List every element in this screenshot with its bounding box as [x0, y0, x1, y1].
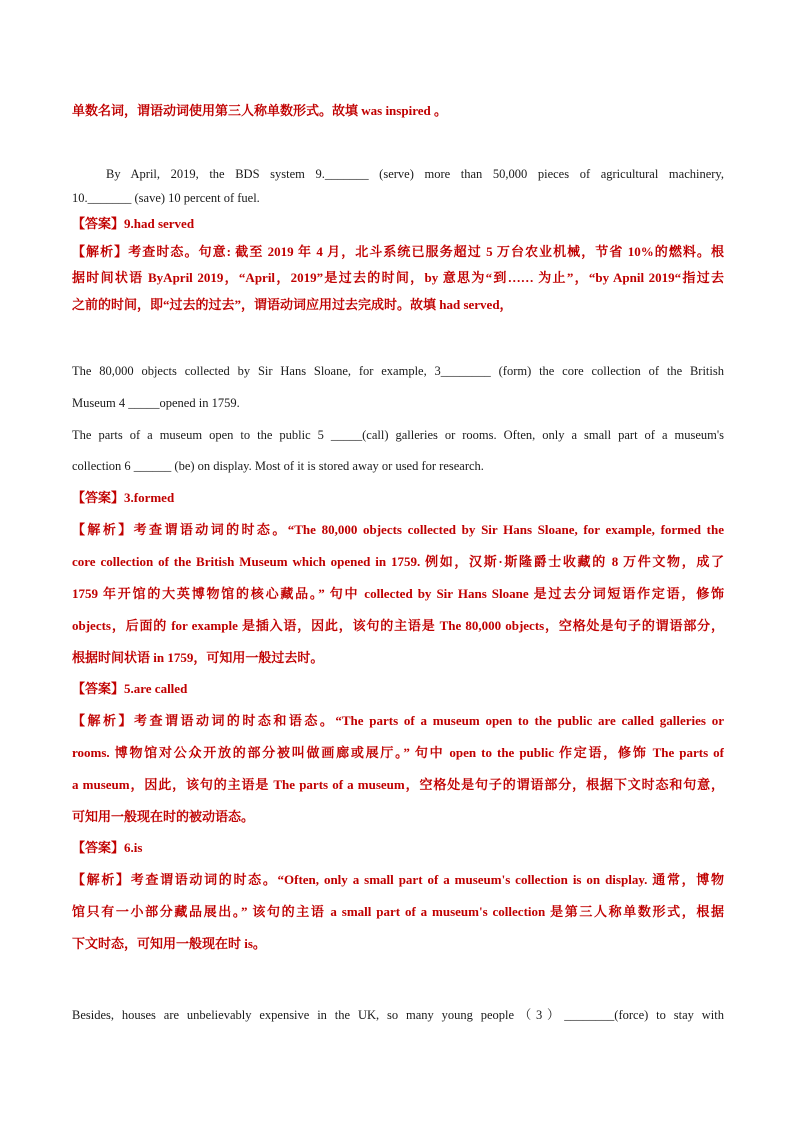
explanation-line: 【解析】考查谓语动词的时态和语态。“The parts of a museum open to the public are called galleries or	[72, 713, 724, 728]
question-line: 10._______ (save) 10 percent of fuel.	[72, 191, 260, 205]
explanation-line: 下文时态，可知用一般现在时 is。	[72, 936, 266, 951]
explanation-line: 单数名词，谓语动词使用第三人称单数形式。故填 was inspired 。	[72, 103, 447, 118]
explanation-line: 馆只有一小部分藏品展出。” 该句的主语 a small part of a museum's collection 是第三人称单数形式，根据	[72, 904, 724, 919]
question-line: The 80,000 objects collected by Sir Hans Sloane, for example, 3________ (form) the core collection of the British	[72, 364, 724, 378]
answer-line: 【答案】5.are called	[72, 681, 188, 696]
question-line: Besides, houses are unbelievably expensive in the UK, so many young people（3）________(force) to stay with	[72, 1008, 724, 1022]
explanation-line: 1759 年开馆的大英博物馆的核心藏品。” 句中 collected by Sir Hans Sloane 是过去分词短语作定语，修饰	[72, 586, 724, 601]
question-line: By April, 2019, the BDS system 9._______ (serve) more than 50,000 pieces of agricultural machinery,	[106, 167, 724, 181]
question-line: Museum 4 _____opened in 1759.	[72, 396, 240, 410]
explanation-line: rooms. 博物馆对公众开放的部分被叫做画廊或展厅。” 句中 open to the public 作定语，修饰 The parts of	[72, 745, 724, 760]
question-line: collection 6 ______ (be) on display. Most of it is stored away or used for research.	[72, 459, 484, 473]
explanation-line: 【解析】考查时态。句意: 截至 2019 年 4 月，北斗系统已服务超过 5 万台农业机械，节省 10%的燃料。根	[72, 244, 724, 259]
explanation-line: 【解析】考查谓语动词的时态。“The 80,000 objects collected by Sir Hans Sloane, for example, formed the	[72, 522, 724, 537]
answer-line: 【答案】9.had served	[72, 216, 195, 231]
explanation-line: 据时间状语 ByApril 2019，“April，2019”是过去的时间，by 意思为“到…… 为止”，“by Apnil 2019“指过去	[72, 270, 724, 285]
answer-line: 【答案】6.is	[72, 840, 143, 855]
explanation-line: 之前的时间，即“过去的过去”，谓语动词应用过去完成时。故填 had served，	[72, 297, 513, 312]
explanation-line: 可知用一般现在时的被动语态。	[72, 809, 255, 824]
question-line: The parts of a museum open to the public 5 _____(call) galleries or rooms. Often, only a small part of a museum's	[72, 428, 724, 442]
explanation-line: a museum，因此，该句的主语是 The parts of a museum，空格处是句子的谓语部分，根据下文时态和句意，	[72, 777, 724, 792]
explanation-line: 【解析】考查谓语动词的时态。“Often, only a small part of a museum's collection is on display. 通常，博物	[72, 872, 724, 887]
explanation-line: objects，后面的 for example 是插入语，因此，该句的主语是 The 80,000 objects，空格处是句子的谓语部分，	[72, 618, 724, 633]
explanation-line: core collection of the British Museum which opened in 1759. 例如，汉斯·斯隆爵士收藏的 8 万件文物，成了	[72, 554, 724, 569]
explanation-line: 根据时间状语 in 1759，可知用一般过去时。	[72, 650, 324, 665]
answer-line: 【答案】3.formed	[72, 490, 175, 505]
